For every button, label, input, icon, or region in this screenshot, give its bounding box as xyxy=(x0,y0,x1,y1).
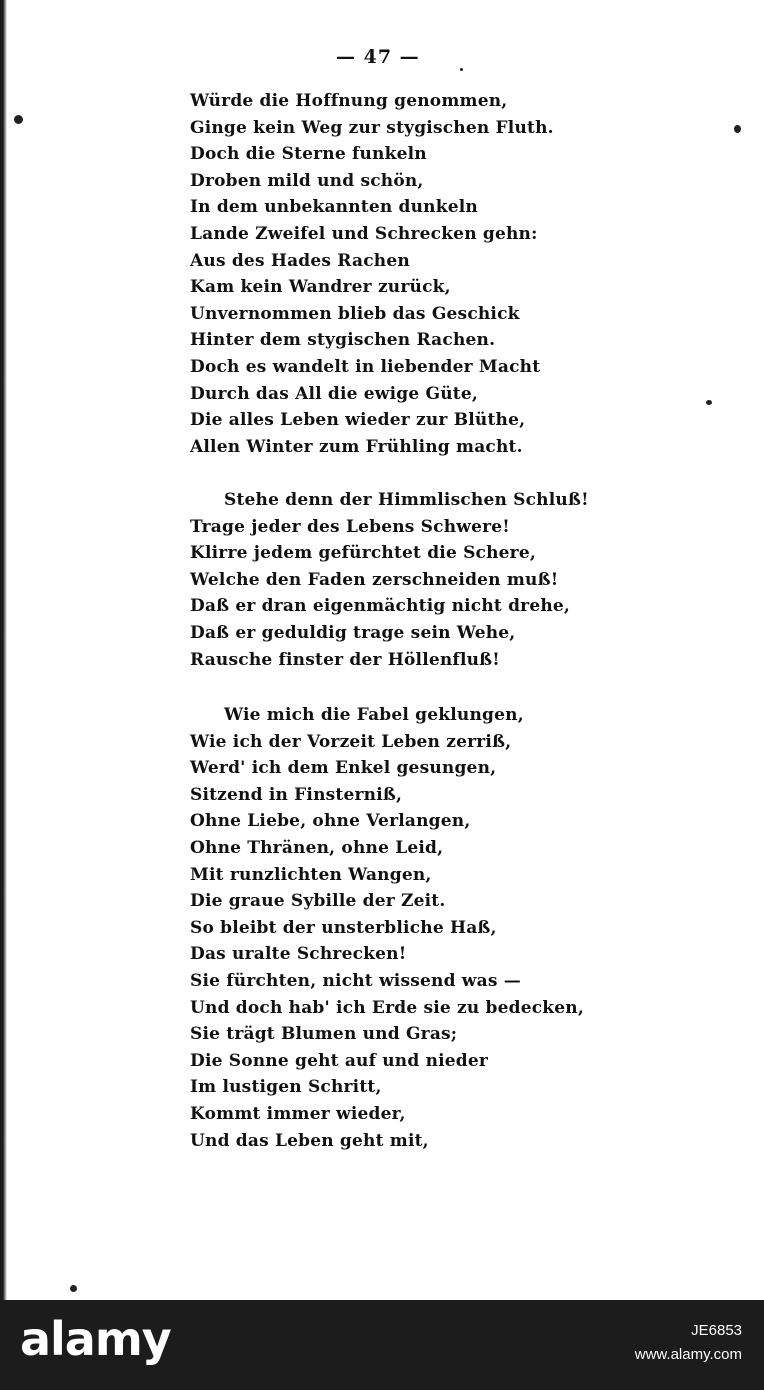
poem-line: Ohne Thränen, ohne Leid, xyxy=(190,837,444,858)
poem-line: Aus des Hades Rachen xyxy=(190,250,410,271)
poem-line: Wie mich die Fabel geklungen, xyxy=(224,705,524,725)
poem-line: Kommt immer wieder, xyxy=(190,1103,406,1124)
poem-line: Welche den Faden zerschneiden muß! xyxy=(190,569,559,590)
scan-speck xyxy=(70,1285,77,1292)
poem-line: Droben mild und schön, xyxy=(190,170,424,191)
poem-line: Daß er geduldig trage sein Wehe, xyxy=(190,622,516,643)
poem-line: Durch das All die ewige Güte, xyxy=(190,383,478,404)
poem-line: Mit runzlichten Wangen, xyxy=(190,864,432,885)
scan-speck xyxy=(734,125,741,133)
poem-line: Die Sonne geht auf und nieder xyxy=(190,1050,489,1071)
watermark-footer xyxy=(0,1300,764,1390)
poem-line: Sitzend in Finsterniß, xyxy=(190,784,403,805)
poem-line: Die graue Sybille der Zeit. xyxy=(190,891,446,912)
poem-line: Ginge kein Weg zur stygischen Fluth. xyxy=(190,117,554,138)
poem-line: So bleibt der unsterbliche Haß, xyxy=(190,917,497,938)
brand-logo: alamy xyxy=(20,1312,171,1366)
poem-line: Ohne Liebe, ohne Verlangen, xyxy=(190,811,471,832)
poem-line: Würde die Hoffnung genommen, xyxy=(190,91,508,111)
poem-line: Werd' ich dem Enkel gesungen, xyxy=(190,758,497,779)
site-url: www.alamy.com xyxy=(634,1346,742,1363)
stanza-2 xyxy=(190,487,589,673)
poem-line: In dem unbekannten dunkeln xyxy=(190,197,478,218)
poem-line: Und doch hab' ich Erde sie zu bedecken, xyxy=(190,997,584,1018)
page-edge-shadow xyxy=(0,0,7,1300)
poem-line: Hinter dem stygischen Rachen. xyxy=(190,330,496,351)
poem-line: Sie fürchten, nicht wissend was — xyxy=(190,970,521,991)
image-id: JE6853 xyxy=(691,1322,742,1339)
poem-line: Die alles Leben wieder zur Blüthe, xyxy=(190,410,526,431)
page-number: — 47 — xyxy=(336,46,420,68)
poem-line: Unvernommen blieb das Geschick xyxy=(190,303,520,324)
poem-line: Kam kein Wandrer zurück, xyxy=(190,277,451,298)
scan-speck xyxy=(14,115,23,124)
poem-line: Das uralte Schrecken! xyxy=(190,944,407,965)
poem-line: Lande Zweifel und Schrecken gehn: xyxy=(190,223,538,244)
poem-line: Im lustigen Schritt, xyxy=(190,1077,382,1098)
poem-line: Sie trägt Blumen und Gras; xyxy=(190,1024,458,1045)
poem-line: Allen Winter zum Frühling macht. xyxy=(190,436,523,457)
poem-line: Trage jeder des Lebens Schwere! xyxy=(190,516,510,537)
poem-line: Klirre jedem gefürchtet die Schere, xyxy=(190,543,536,564)
stanza-1 xyxy=(190,88,554,460)
stanza-3 xyxy=(190,702,584,1154)
poem-line: Rausche finster der Höllenfluß! xyxy=(190,649,500,670)
poem-line: Doch es wandelt in liebender Macht xyxy=(190,356,541,377)
scan-speck xyxy=(460,68,463,71)
poem-line: Stehe denn der Himmlischen Schluß! xyxy=(224,490,589,510)
scan-speck xyxy=(706,400,712,405)
poem-line: Daß er dran eigenmächtig nicht drehe, xyxy=(190,596,571,617)
poem-line: Und das Leben geht mit, xyxy=(190,1130,429,1151)
poem-line: Doch die Sterne funkeln xyxy=(190,144,427,165)
poem-line: Wie ich der Vorzeit Leben zerriß, xyxy=(190,731,512,752)
